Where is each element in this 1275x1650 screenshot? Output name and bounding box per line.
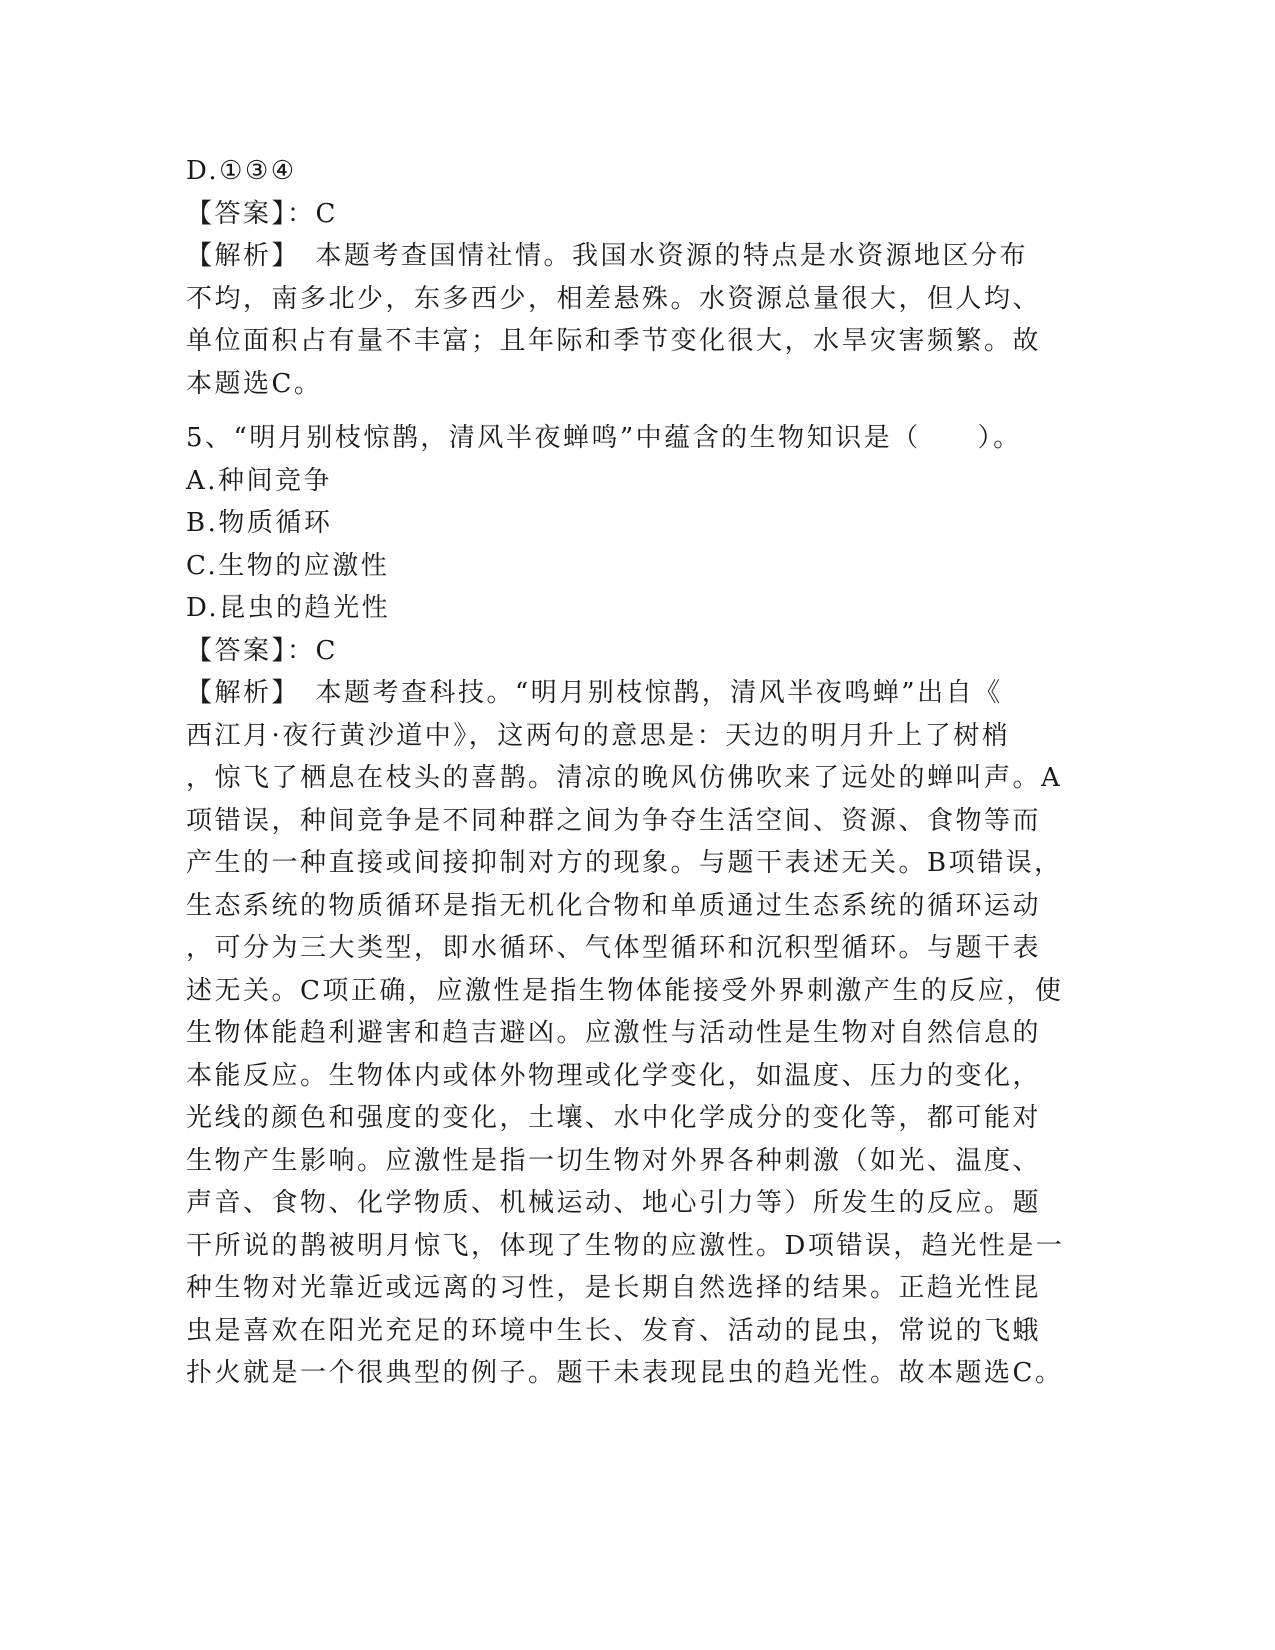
q5-analysis-line: 项错误，种间竞争是不同种群之间为争夺生活空间、资源、食物等而 [186, 805, 1042, 836]
q5-analysis-line: 【解析】 本题考查科技。“明月别枝惊鹊，清风半夜鸣蝉”出自《 [186, 678, 1003, 708]
q5-question: 5、“明月别枝惊鹊，清风半夜蝉鸣”中蕴含的生物知识是（ ）。 [186, 423, 1022, 453]
q4-analysis-line: 单位面积占有量不丰富；且年际和季节变化很大，水旱灾害频繁。故 [186, 326, 1042, 356]
document-page [186, 150, 1086, 1395]
q5-analysis-line: 生物体能趋利避害和趋吉避凶。应激性与活动性是生物对自然信息的 [186, 1018, 1042, 1048]
q4-analysis [186, 235, 1086, 405]
q5-analysis [186, 672, 1086, 1395]
q4-option-d: D.①③④ [186, 156, 297, 186]
q5-option-c: C.生物的应激性 [186, 550, 390, 581]
q4-analysis-line: 【解析】 本题考查国情社情。我国水资源的特点是水资源地区分布 [186, 241, 1029, 271]
q5-option-d: D.昆虫的趋光性 [186, 593, 391, 623]
q5-analysis-line: 本能反应。生物体内或体外物理或化学变化，如温度、压力的变化， [186, 1060, 1042, 1091]
q5-analysis-line: 干所说的鹊被明月惊飞，体现了生物的应激性。D项错误，趋光性是一 [186, 1230, 1065, 1261]
q5-analysis-line: 产生的一种直接或间接抑制对方的现象。与题干表述无关。B项错误， [186, 848, 1063, 878]
question-5 [186, 417, 1086, 1395]
q5-analysis-line: 生态系统的物质循环是指无机化合物和单质通过生态系统的循环运动 [186, 890, 1042, 921]
q5-analysis-line: 述无关。C项正确，应激性是指生物体能接受外界刺激产生的反应，使 [186, 975, 1064, 1006]
question-4-tail [186, 150, 1086, 405]
q5-option-a: A.种间竞争 [186, 465, 333, 496]
q5-analysis-line: 生物产生影响。应激性是指一切生物对外界各种刺激（如光、温度、 [186, 1145, 1042, 1176]
q5-analysis-line: ，可分为三大类型，即水循环、气体型循环和沉积型循环。与题干表 [186, 933, 1042, 963]
q5-analysis-line: 虫是喜欢在阳光充足的环境中生长、发育、活动的昆虫，常说的飞蛾 [186, 1315, 1042, 1346]
q5-analysis-line: 扑火就是一个很典型的例子。题干未表现昆虫的趋光性。故本题选C。 [186, 1358, 1064, 1388]
q4-analysis-line: 不均，南多北少，东多西少，相差悬殊。水资源总量很大，但人均、 [186, 283, 1042, 314]
q5-analysis-line: 种生物对光靠近或远离的习性，是长期自然选择的结果。正趋光性昆 [186, 1273, 1042, 1303]
q4-analysis-line: 本题选C。 [186, 368, 323, 399]
q5-analysis-line: 西江月·夜行黄沙道中》，这两句的意思是：天边的明月升上了树梢 [186, 720, 1011, 751]
q5-answer: 【答案】：C [186, 635, 338, 666]
q5-option-b: B.物质循环 [186, 508, 333, 538]
question-spacer [186, 405, 1086, 417]
q5-analysis-line: ，惊飞了栖息在枝头的喜鹊。清凉的晚风仿佛吹来了远处的蝉叫声。A [186, 763, 1063, 793]
q4-answer: 【答案】：C [186, 198, 338, 229]
q5-analysis-line: 光线的颜色和强度的变化，土壤、水中化学成分的变化等，都可能对 [186, 1103, 1042, 1133]
q5-analysis-line: 声音、食物、化学物质、机械运动、地心引力等）所发生的反应。题 [186, 1188, 1042, 1218]
